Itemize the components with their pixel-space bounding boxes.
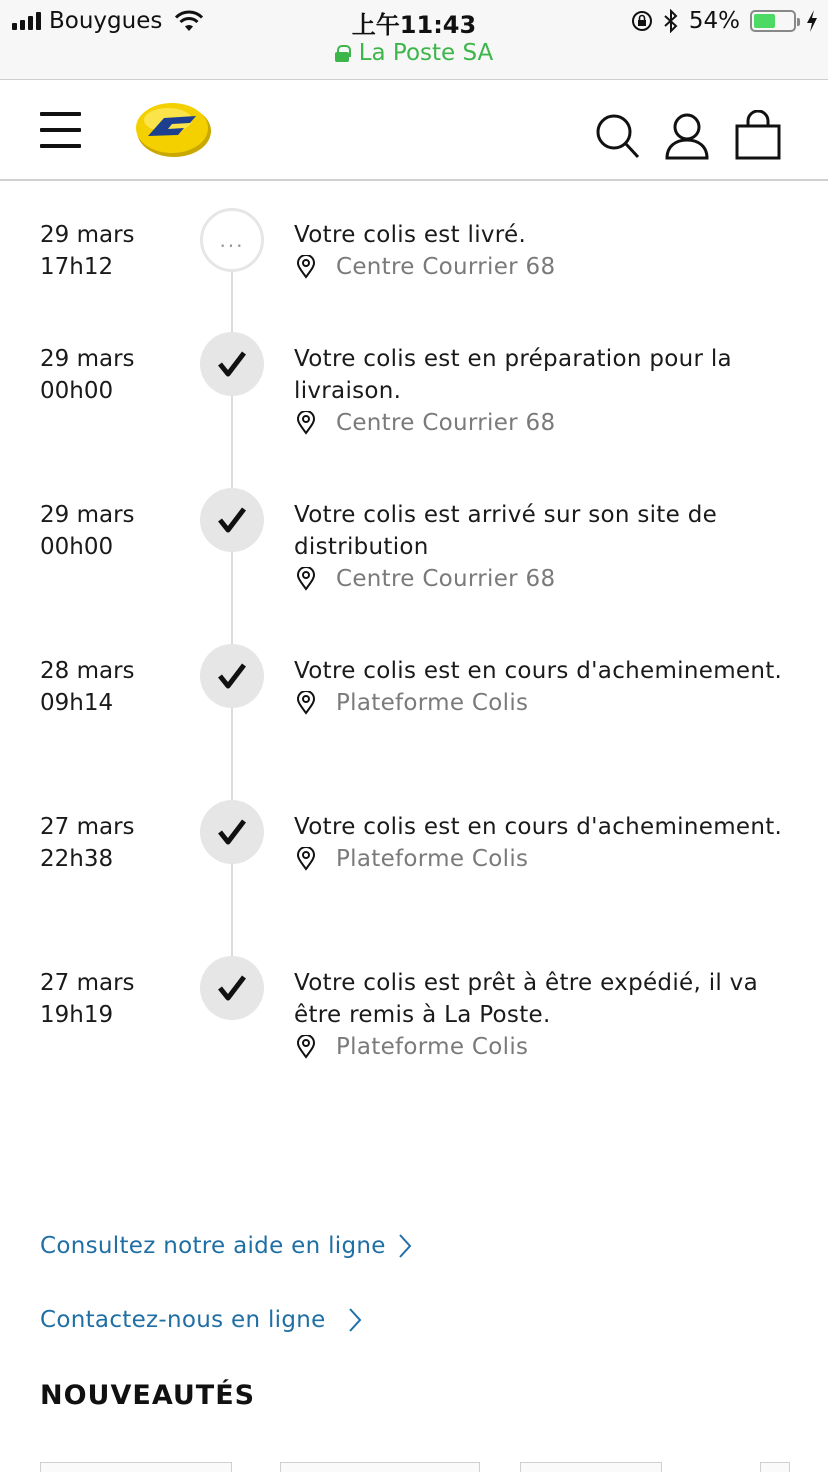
event-text: Votre colis est prêt à être expédié, il va être remis à La Poste.	[294, 970, 758, 1028]
search-icon[interactable]	[594, 112, 640, 160]
event-location-name: Centre Courrier 68	[336, 410, 556, 436]
event-date: 29 mars	[40, 502, 135, 528]
battery-level	[754, 14, 775, 28]
lock-icon	[335, 45, 349, 62]
event-datetime	[40, 655, 135, 719]
pending-dots: ...	[219, 228, 245, 252]
event-location-name: Plateforme Colis	[336, 1034, 529, 1060]
event-date: 27 mars	[40, 970, 135, 996]
event-location-name: Plateforme Colis	[336, 690, 529, 716]
event-datetime	[40, 219, 135, 283]
event-location	[294, 687, 794, 719]
product-thumbnail[interactable]	[760, 1462, 790, 1472]
check-icon	[200, 956, 264, 1020]
bluetooth-icon	[663, 9, 679, 33]
section-title: NOUVEAUTÉS	[40, 1380, 256, 1411]
event-details	[294, 219, 794, 283]
event-details	[294, 811, 794, 875]
event-details	[294, 499, 794, 595]
event-location	[294, 407, 794, 439]
event-time: 00h00	[40, 378, 114, 404]
product-thumbnail[interactable]	[280, 1462, 480, 1472]
product-thumbnail[interactable]	[520, 1462, 662, 1472]
event-location-name: Plateforme Colis	[336, 846, 529, 872]
user-icon[interactable]	[664, 112, 710, 160]
map-pin-icon	[296, 691, 316, 715]
event-datetime	[40, 343, 135, 407]
event-time: 17h12	[40, 254, 114, 280]
contact-link-label: Contactez-nous en ligne	[40, 1307, 326, 1333]
pending-status-icon	[200, 208, 264, 272]
chevron-right-icon	[398, 1233, 412, 1259]
event-text: Votre colis est livré.	[294, 222, 527, 248]
charging-bolt-icon	[806, 10, 818, 32]
event-text: Votre colis est arrivé sur son site de distribution	[294, 502, 718, 560]
event-location	[294, 1031, 794, 1063]
event-date: 27 mars	[40, 814, 135, 840]
help-link[interactable]	[40, 1233, 412, 1259]
event-location	[294, 251, 794, 283]
carrier-name: Bouygues	[49, 8, 163, 34]
la-poste-logo[interactable]	[134, 98, 212, 158]
event-time: 09h14	[40, 690, 114, 716]
check-icon	[200, 800, 264, 864]
event-text: Votre colis est en cours d'acheminement.	[294, 658, 783, 684]
event-details	[294, 655, 794, 719]
event-time: 00h00	[40, 534, 114, 560]
battery-icon	[750, 10, 796, 32]
event-details	[294, 343, 794, 439]
contact-link[interactable]	[40, 1307, 362, 1333]
status-time: 上午11:43	[351, 11, 477, 39]
map-pin-icon	[296, 255, 316, 279]
site-name: La Poste SA	[358, 40, 494, 66]
event-location-name: Centre Courrier 68	[336, 566, 556, 592]
map-pin-icon	[296, 1035, 316, 1059]
rotation-lock-icon	[631, 10, 653, 32]
event-text: Votre colis est en cours d'acheminement.	[294, 814, 783, 840]
event-details	[294, 967, 794, 1063]
event-datetime	[40, 967, 135, 1031]
event-location	[294, 843, 794, 875]
event-time: 19h19	[40, 1002, 114, 1028]
hamburger-menu-icon[interactable]	[40, 112, 81, 148]
help-link-label: Consultez notre aide en ligne	[40, 1233, 386, 1259]
event-date: 29 mars	[40, 346, 135, 372]
address-bar[interactable]	[0, 40, 828, 66]
map-pin-icon	[296, 847, 316, 871]
site-header	[0, 80, 828, 181]
event-date: 29 mars	[40, 222, 135, 248]
shopping-bag-icon[interactable]	[735, 110, 781, 160]
status-bar	[0, 0, 828, 80]
event-location	[294, 563, 794, 595]
check-icon	[200, 332, 264, 396]
event-time: 22h38	[40, 846, 114, 872]
chevron-right-icon	[348, 1307, 362, 1333]
event-datetime	[40, 499, 135, 563]
event-date: 28 mars	[40, 658, 135, 684]
check-icon	[200, 488, 264, 552]
product-carousel	[0, 1458, 828, 1472]
status-bar-right	[631, 6, 818, 36]
check-icon	[200, 644, 264, 708]
product-thumbnail[interactable]	[40, 1462, 232, 1472]
event-location-name: Centre Courrier 68	[336, 254, 556, 280]
map-pin-icon	[296, 411, 316, 435]
battery-percent: 54%	[688, 8, 740, 34]
event-datetime	[40, 811, 135, 875]
map-pin-icon	[296, 567, 316, 591]
event-text: Votre colis est en préparation pour la livraison.	[294, 346, 732, 404]
